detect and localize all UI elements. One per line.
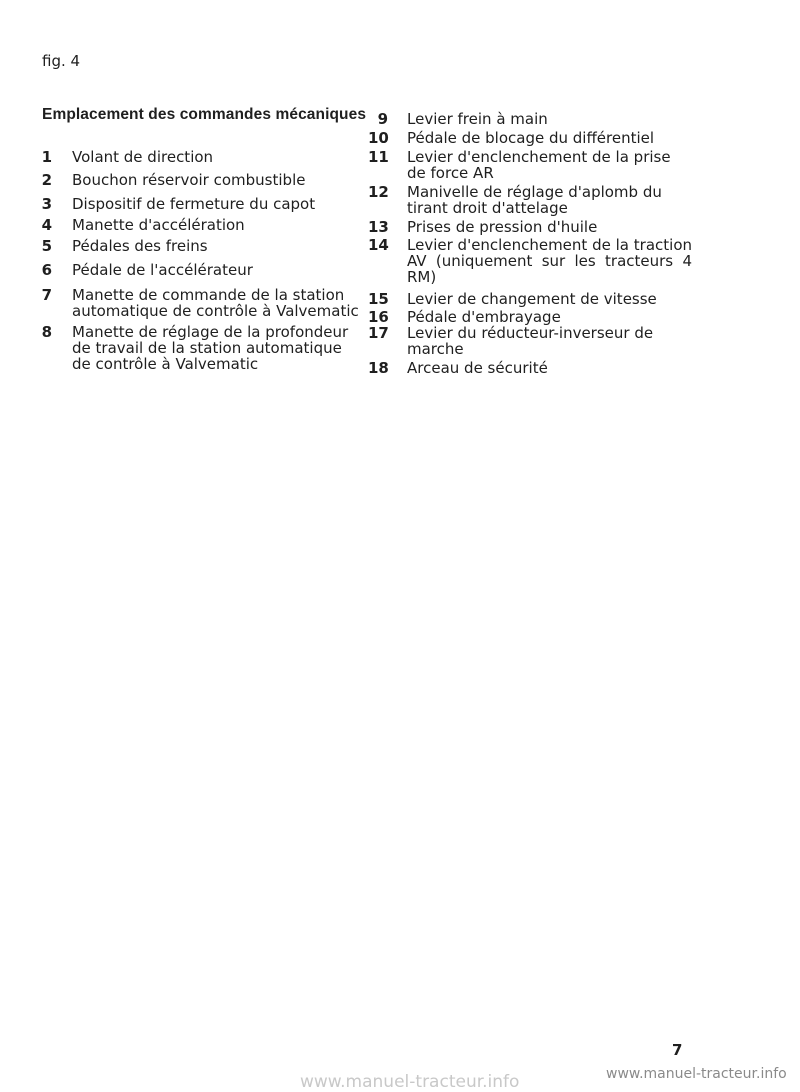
item-number: 10 [368,129,389,147]
item-number: 15 [368,290,389,308]
item-number: 13 [368,218,389,236]
item-text: Manette de commande de la station automatique de contrôle à Valvematic [72,286,359,320]
item-number: 17 [368,324,389,342]
item-text: Dispositif de fermeture du capot [72,195,316,213]
item-text: Levier frein à main [407,110,548,128]
item-text: Manette de réglage de la profondeur de travail de la station automatique de contrôle à Valvematic [72,323,349,373]
item-number: 8 [41,323,52,341]
item-text: Pédale d'embrayage [407,308,561,326]
item-number: 1 [41,148,52,166]
item-text: Pédale de blocage du différentiel [407,129,655,147]
item-number: 3 [41,195,52,213]
item-text: Manette d'accélération [72,216,245,234]
watermark-center: www.manuel-tracteur.info [300,1072,520,1092]
figure-label: fig. 4 [42,52,81,70]
item-text: Levier de changement de vitesse [407,290,657,308]
item-number: 9 [377,110,388,128]
item-text: Pédales des freins [72,237,208,255]
item-text: Arceau de sécurité [407,359,548,377]
item-number: 14 [368,236,389,254]
item-text: Pédale de l'accélérateur [72,261,253,279]
item-number: 7 [41,286,52,304]
item-number: 5 [41,237,52,255]
page-number: 7 [672,1041,683,1059]
item-number: 12 [368,183,389,201]
item-text: Bouchon réservoir combustible [72,171,306,189]
item-text: Levier du réducteur-inverseur de marche [407,324,654,358]
item-number: 18 [368,359,389,377]
item-text: Volant de direction [72,148,214,166]
item-text: Prises de pression d'huile [407,218,598,236]
item-text: Levier d'enclenchement de la prise de force AR [407,148,671,182]
item-text: Manivelle de réglage d'aplomb du tirant droit d'attelage [407,183,662,217]
section-heading: Emplacement des commandes mécaniques [42,106,367,123]
item-number: 2 [41,171,52,189]
item-number: 16 [368,308,389,326]
item-number: 11 [368,148,389,166]
item-text: Levier d'enclenchement de la traction AV (uniquement sur les tracteurs 4 RM) [407,236,692,286]
item-number: 4 [41,216,52,234]
item-number: 6 [41,261,52,279]
watermark-right: www.manuel-tracteur.info [606,1066,787,1082]
